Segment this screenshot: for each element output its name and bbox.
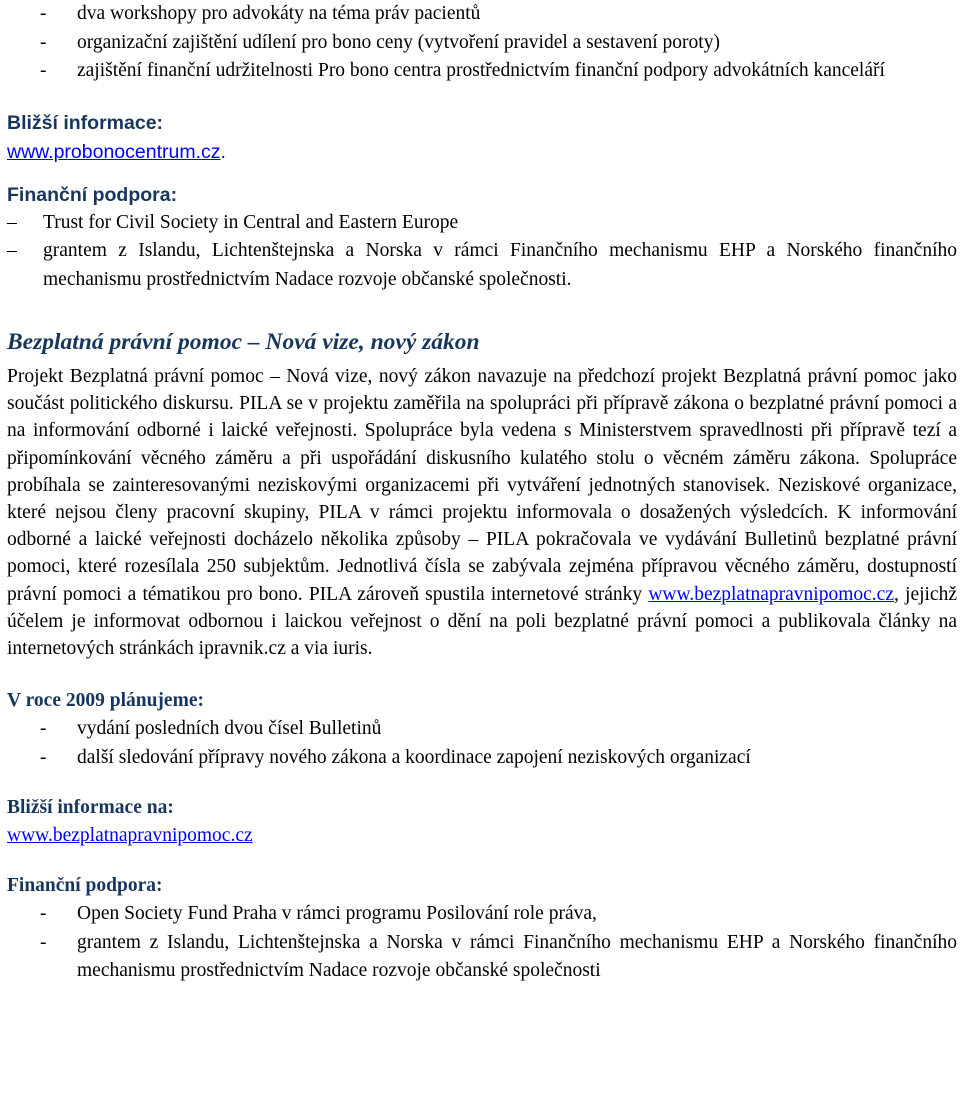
info2-block bbox=[7, 794, 957, 850]
section-title: Bezplatná právní pomoc – Nová vize, nový zákon bbox=[7, 329, 480, 355]
bezplatnapravnipomoc-link[interactable]: www.bezplatnapravnipomoc.cz bbox=[648, 583, 894, 605]
list-item: – Trust for Civil Society in Central and Eastern Europe bbox=[7, 209, 957, 238]
list-item: - grantem z Islandu, Lichtenštejnska a Norska v rámci Finančního mechanismu EHP a Norského finančního mechanismu prostřednictvím Nadace rozvoje občanské společnosti bbox=[7, 929, 957, 986]
support2-heading: Finanční podpora: bbox=[7, 875, 163, 897]
info1-heading: Bližší informace: bbox=[7, 111, 164, 134]
list-item: - Open Society Fund Praha v rámci programu Posilování role práva, bbox=[7, 900, 957, 929]
bezplatnapravnipomoc-link-2[interactable]: www.bezplatnapravnipomoc.cz bbox=[7, 825, 253, 847]
bullet-dash: – bbox=[7, 240, 17, 261]
bullet-hyphen: - bbox=[40, 3, 47, 24]
probonocentrum-link[interactable]: www.probonocentrum.cz bbox=[7, 140, 221, 163]
plans-heading: V roce 2009 plánujeme: bbox=[7, 690, 204, 712]
bullet-hyphen: - bbox=[40, 931, 47, 953]
info1-block: Bližší informace: www.probonocentrum.cz. bbox=[7, 109, 957, 168]
document-page bbox=[7, 0, 957, 986]
bullet-dash: – bbox=[7, 211, 17, 233]
support2-block bbox=[7, 872, 957, 986]
project-section bbox=[7, 327, 957, 662]
list-item: – grantem z Islandu, Lichtenštejnska a Norska v rámci Finančního mechanismu EHP a Norského finančního mechanismu prostřednictvím Nadace rozvoje občanské společnosti. bbox=[7, 237, 957, 294]
list-item: - zajištění finanční udržitelnosti Pro bono centra prostřednictvím finanční podpory advokátních kanceláří bbox=[7, 57, 957, 86]
bullet-hyphen: - bbox=[40, 903, 47, 925]
list-item: - organizační zajištění udílení pro bono ceny (vytvoření pravidel a sestavení poroty) bbox=[7, 29, 957, 58]
section-body: Projekt Bezplatná právní pomoc – Nová vize, nový zákon navazuje na předchozí projekt Bezplatná právní pomoc jako součást politického diskursu. PILA se v projektu zaměřila na spolupráci při přípravě zákona o bezplatné právní pomoci a na informování odborné i laické veřejnosti. Spolupráce byla vedena s Ministerstvem spravedlnosti při přípravě tezí a připomínkování věcného záměru a při uspořádání diskusního kulatého stolu o věcném záměru zákona. Spolupráce probíhala se zainteresovanými neziskovými organizacemi při vytváření jednotných stanovisek. Neziskové organizace, které nejsou členy pracovní skupiny, PILA v rámci projektu informovala o dosažených výsledcích. K informování odborné a laické veřejnosti docházelo několika způsoby – PILA pokračovala ve vydávání Bulletinů bezplatné právní pomoci, které rozesílala 250 subjektům. Jednotlivá čísla se zabývala zejména přípravou věcného záměru, dostupností právní pomoci a tématikou pro bono. PILA zároveň spustila internetové stránky www.bezplatnapravnipomoc.cz, jejichž účelem je informovat odbornou i laickou veřejnost o dění na poli bezplatné právní pomoci a publikovala články na internetových stránkách ipravnik.cz a via iuris. bbox=[7, 366, 957, 660]
bullet-hyphen: - bbox=[40, 31, 47, 53]
bullet-hyphen: - bbox=[40, 746, 47, 768]
list-item: - vydání posledních dvou čísel Bulletinů bbox=[7, 715, 957, 744]
list-item: - další sledování přípravy nového zákona a koordinace zapojení neziskových organizací bbox=[7, 744, 957, 773]
bullet-hyphen: - bbox=[40, 60, 47, 81]
support1-heading: Finanční podpora: bbox=[7, 183, 178, 206]
info2-heading: Bližší informace na: bbox=[7, 797, 174, 819]
bullet-hyphen: - bbox=[40, 718, 47, 740]
top-list bbox=[7, 0, 957, 86]
list-item: - dva workshopy pro advokáty na téma práv pacientů bbox=[7, 0, 957, 29]
support1-block bbox=[7, 181, 957, 295]
plans-block bbox=[7, 687, 957, 772]
